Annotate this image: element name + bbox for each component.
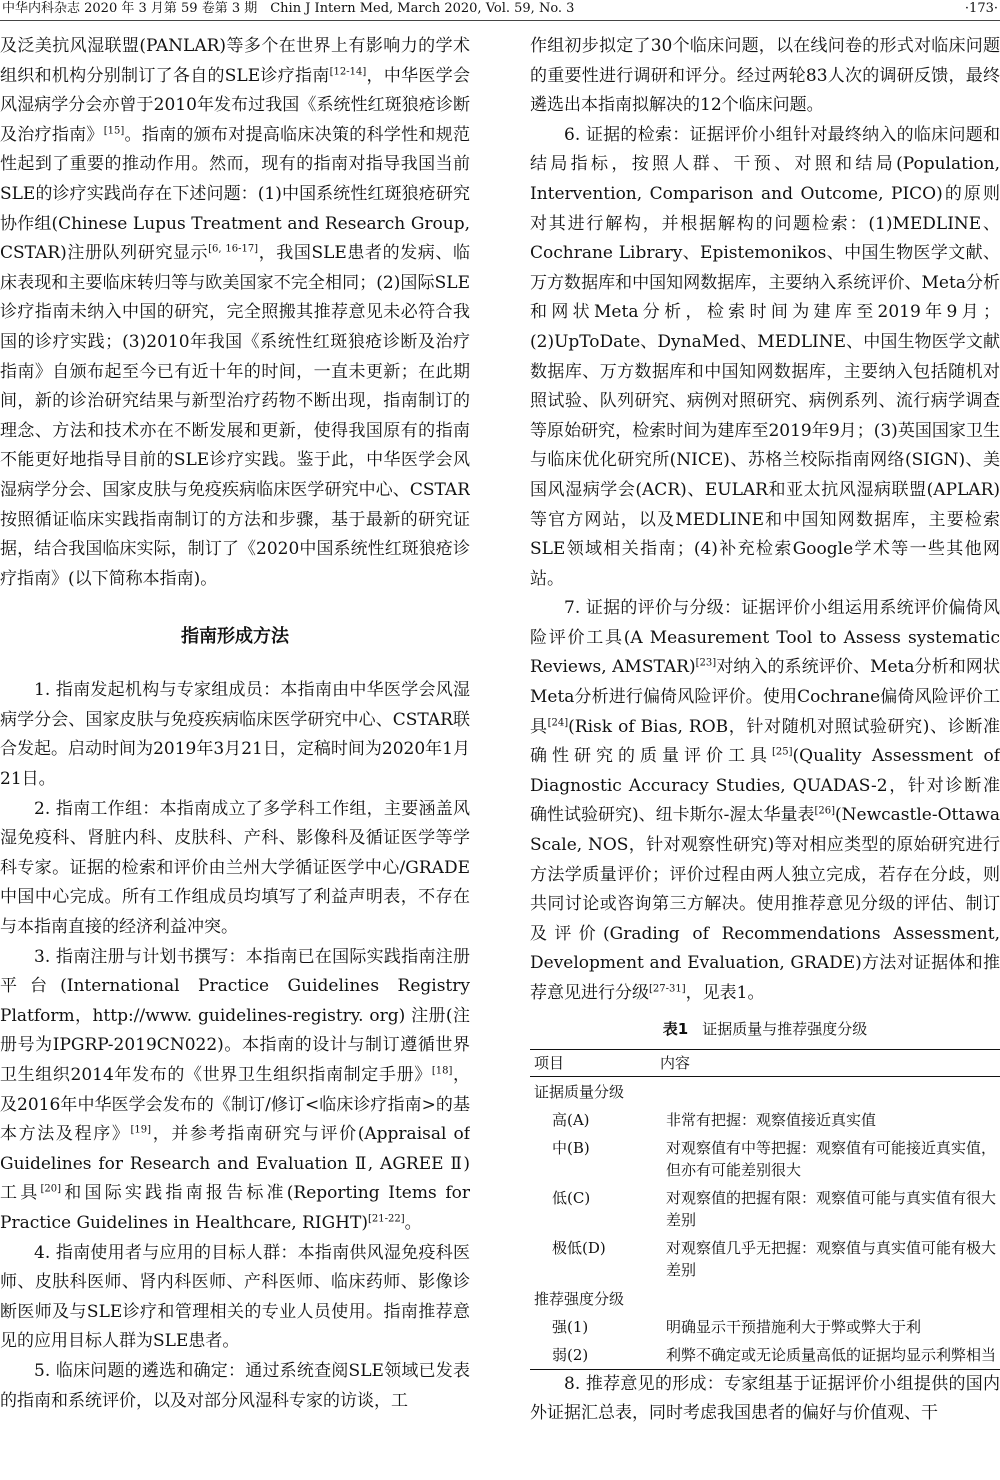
reference-mark: [15] <box>103 125 125 137</box>
reference-mark: [25] <box>771 746 793 758</box>
paragraph: 2. 指南工作组：本指南成立了多学科工作组，主要涵盖风湿免疫科、肾脏内科、皮肤科、产科、影像科及循证医学等学科专家。证据的检索和评价由兰州大学循证医学中心/GRADE中国中心完成。所有工作组成员均填写了利益声明表，不存在与本指南直接的经济利益冲突。 <box>0 798 470 938</box>
table-row <box>530 1106 1000 1134</box>
group-label: 证据质量分级 <box>534 1082 625 1101</box>
group-label: 推荐强度分级 <box>534 1289 625 1308</box>
table-cell: 明确显示干预措施利大于弊或弊大于利 <box>666 1317 922 1336</box>
paragraph: 8. 推荐意见的形成：专家组基于证据评价小组提供的国内外证据汇总表，同时考虑我国患者的偏好与价值观、干 <box>530 1373 1000 1424</box>
table-cell: 弱(2) <box>530 1341 656 1370</box>
table-cell: 对观察值的把握有限：观察值可能与真实值有很大差别 <box>666 1188 997 1229</box>
paragraph: 及泛美抗风湿联盟(PANLAR)等多个在世界上有影响力的学术组织和机构分别制订了各自的SLE诊疗指南[12-14]，中华医学会风湿病学分会亦曾于2010年发布过我国《系统性红斑狼疮诊断及治疗指南》[15]。指南的颁布对提高临床决策的科学性和规范性起到了重要的推动作用。然而，现有的指南对指导我国当前SLE的诊疗实践尚存在下述问题：(1)中国系统性红斑狼疮研究协作组(Chinese Lupus Treatment and Research Group, CSTAR)注册队列研究显示[6, 16-17]，我国SLE患者的发病、临床表现和主要临床转归等与欧美国家不完全相同；(2)国际SLE诊疗指南未纳入中国的研究，完全照搬其推荐意见未必符合我国的诊疗实践；(3)2010年我国《系统性红斑狼疮诊断及治疗指南》自颁布起至今已有近十年的时间，一直未更新；在此期间，新的诊治研究结果与新型治疗药物不断出现，指南制订的理念、方法和技术亦在不断发展和更新，使得我国原有的指南不能更好地指导目前的SLE诊疗实践。鉴于此，中华医学会风湿病学分会、国家皮肤与免疫疾病临床医学研究中心、CSTAR按照循证临床实践指南制订的方法和步骤，基于最新的研究证据，结合我国临床实际，制订了《2020中国系统性红斑狼疮诊疗指南》(以下简称本指南)。 <box>0 36 470 589</box>
table-cell: 中(B) <box>552 1138 590 1157</box>
reference-mark: [12-14] <box>329 65 367 77</box>
grade-table <box>530 1049 1000 1370</box>
journal-citation: 中华内科杂志 2020 年 3 月第 59 卷第 3 期 Chin J Intern Med, March 2020, Vol. 59, No. 3 <box>2 1 575 16</box>
section-heading: 指南形成方法 <box>181 626 289 648</box>
reference-mark: [23] <box>695 657 717 669</box>
column-header: 项目 <box>530 1049 656 1076</box>
column-header: 内容 <box>656 1049 1000 1076</box>
reference-mark: [19] <box>130 1124 152 1136</box>
reference-mark: [18] <box>431 1065 453 1077</box>
paragraph: 7. 证据的评价与分级：证据评价小组运用系统评价偏倚风险评价工具(A Measurement Tool to Assess systematic Reviews, AMSTAR)[23]对纳入的系统评价、Meta分析和网状Meta分析进行偏倚风险评价。使用Cochrane偏倚风险评价工具[24](Risk of Bias, ROB，针对随机对照试验研究)、诊断准确性研究的质量评价工具[25](Quality Assessment of Diagnostic Accuracy Studies, QUADAS-2，针对诊断准确性试验研究)、纽卡斯尔-渥太华量表[26](Newcastle-Ottawa Scale, NOS，针对观察性研究)等对相应类型的原始研究进行方法学质量评价；评价过程由两人独立完成，若存在分歧，则共同讨论或咨询第三方解决。使用推荐意见分级的评估、制订及评价(Grading of Recommendations Assessment, Development and Evaluation, GRADE)方法对证据体和推荐意见进行分级[27-31]，见表1。 <box>530 598 1000 1003</box>
paragraph: 作组初步拟定了30个临床问题，以在线问卷的形式对临床问题的重要性进行调研和评分。经过两轮83人次的调研反馈，最终遴选出本指南拟解决的12个临床问题。 <box>530 36 1000 116</box>
reference-mark: [27-31] <box>649 983 686 995</box>
table-cell: 非常有把握：观察值接近真实值 <box>666 1110 877 1129</box>
table-row <box>530 1184 1000 1234</box>
table-row <box>530 1134 1000 1184</box>
table-cell: 对观察值几乎无把握：观察值与真实值可能有极大差别 <box>666 1238 997 1279</box>
table-caption <box>530 1017 1000 1041</box>
table-group-row <box>530 1076 1000 1106</box>
table-group-row <box>530 1284 1000 1313</box>
table-row <box>530 1234 1000 1284</box>
table-title: 证据质量与推荐强度分级 <box>702 1019 868 1038</box>
table-cell: 对观察值有中等把握：观察值有可能接近真实值，但亦有可能差别很大 <box>666 1138 997 1179</box>
paragraph: 1. 指南发起机构与专家组成员：本指南由中华医学会风湿病学分会、国家皮肤与免疫疾病临床医学研究中心、CSTAR联合发起。启动时间为2019年3月21日，定稿时间为2020年1月21日。 <box>0 680 470 790</box>
reference-mark: [26] <box>814 805 835 817</box>
table-row <box>530 1313 1000 1341</box>
page-number: ·173· <box>964 1 998 16</box>
reference-mark: [6, 16-17] <box>208 243 259 255</box>
table-number: 表1 <box>662 1019 689 1038</box>
paragraph: 4. 指南使用者与应用的目标人群：本指南供风湿免疫科医师、皮肤科医师、肾内科医师、产科医师、临床药师、影像诊断医师及与SLE诊疗和管理相关的专业人员使用。指南推荐意见的应用目标人群为SLE患者。 <box>0 1242 470 1352</box>
paragraph: 5. 临床问题的遴选和确定：通过系统查阅SLE领域已发表的指南和系统评价，以及对部分风湿科专家的访谈，工 <box>0 1360 470 1411</box>
right-column <box>530 32 1000 1472</box>
table-header-row <box>530 1049 1000 1076</box>
reference-mark: [21-22] <box>367 1213 405 1225</box>
table-cell: 利弊不确定或无论质量高低的证据均显示利弊相当 <box>656 1341 1000 1370</box>
paragraph: 3. 指南注册与计划书撰写：本指南已在国际实践指南注册平台(International Practice Guidelines Registry Platform，http://www. guidelines-registry. org) 注册(注册号为IPGRP-2019CN022)。本指南的设计与制订遵循世界卫生组织2014年发布的《世界卫生组织指南制定手册》[18]，及2016年中华医学会发布的《制订/修订<临床诊疗指南>的基本方法及程序》[19]，并参考指南研究与评价(Appraisal of Guidelines for Research and Evaluation Ⅱ, AGREE Ⅱ)工具[20]和国际实践指南报告标准(Reporting Items for Practice Guidelines in Healthcare, RIGHT)[21-22]。 <box>0 946 470 1233</box>
paragraph: 6. 证据的检索：证据评价小组针对最终纳入的临床问题和结局指标，按照人群、干预、对照和结局(Population, Intervention, Comparison and Outcome, PICO)的原则对其进行解构，并根据解构的问题检索：(1)MEDLINE、Cochrane Library、Epistemonikos、中国生物医学文献、万方数据库和中国知网数据库，主要纳入系统评价、Meta分析和网状Meta分析，检索时间为建库至2019年9月；(2)UpToDate、DynaMed、MEDLINE、中国生物医学文献数据库、万方数据库和中国知网数据库，主要纳入包括随机对照试验、队列研究、病例对照研究、病例系列、流行病学调查等原始研究，检索时间为建库至2019年9月；(3)英国国家卫生与临床优化研究所(NICE)、苏格兰校际指南网络(SIGN)、美国风湿病学会(ACR)、EULAR和亚太抗风湿病联盟(APLAR)等官方网站，以及MEDLINE和中国知网数据库，主要检索SLE领域相关指南；(4)补充检索Google学术等一些其他网站。 <box>530 124 1000 589</box>
table-cell: 强(1) <box>552 1317 589 1336</box>
running-header <box>0 0 1000 21</box>
left-column <box>0 32 470 1472</box>
table-cell: 低(C) <box>552 1188 591 1207</box>
table-cell: 极低(D) <box>552 1238 606 1257</box>
table-row <box>530 1341 1000 1370</box>
table-cell: 高(A) <box>552 1110 590 1129</box>
reference-mark: [20] <box>40 1183 61 1195</box>
reference-mark: [24] <box>547 717 569 728</box>
